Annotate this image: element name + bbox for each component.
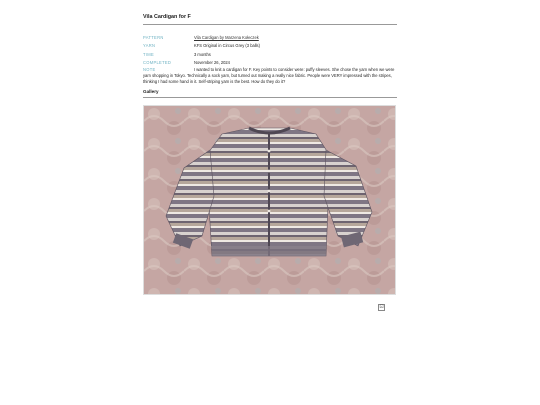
project-details [143,34,397,85]
yarn-label: YARN [143,43,156,49]
note-label: NOTE [143,66,156,72]
note-value-rest: yarn when we were yarn shopping in Tokyo. Technically a sock yarn, but turned out making a really nice fabric. People were VERY impressed with the stripes, thinking I had some hand in it. Self-striping yarn is the best. How do they do it? [143,66,395,85]
note-row [143,67,397,86]
time-row [143,51,397,59]
completed-label: COMPLETED [143,60,172,66]
yarn-row [143,42,397,50]
gallery-photo[interactable] [143,105,396,295]
pattern-row [143,34,397,42]
cardigan-photo-image [144,106,395,294]
project-page [143,14,397,310]
completed-value: November 26, 2024 [194,60,230,66]
expand-icon[interactable]: ⊡ [379,304,384,310]
gallery-heading: Gallery [143,89,159,95]
time-value: 3 months [194,51,211,57]
gallery-divider [143,97,397,98]
note-value-first: I wanted to knit a cardigan for F. Key points to consider were: puffy sleeves. She chose the [194,66,358,72]
yarn-value: KFS Original in Circus Grey (3 balls) [194,43,260,49]
title-divider [143,24,397,25]
pattern-link[interactable]: Vila Cardigan by Marzena Kołeczek [194,35,259,40]
time-label: TIME [143,51,154,57]
page-title: Vila Cardigan for F [143,14,191,20]
pattern-label: PATTERN [143,35,164,40]
